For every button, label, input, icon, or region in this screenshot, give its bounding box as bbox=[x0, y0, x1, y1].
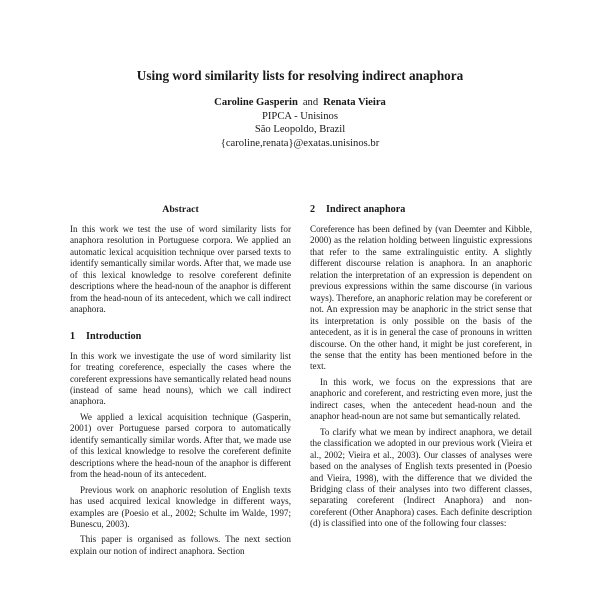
section-1-paragraph: This paper is organised as follows. The next section explain our notion of indirect anaphora. Section bbox=[70, 534, 291, 556]
section-2-paragraph: To clarify what we mean by indirect anaphora, we detail the classification we adopted in our previous work (Vieira et al., 2002; Vieira et al., 2003). Our classes of analyses were based on the analyses of English texts presented in (Poesio and Vieira, 1998), with the difference that we divided the Bridging class of their analyses into two different classes, separating coreferent (Indirect Anaphora) and non-coreferent (Other Anaphora) cases. Each definite description (d) is classified into one of the following four classes: bbox=[310, 426, 532, 529]
abstract-heading: Abstract bbox=[162, 204, 199, 215]
author-names bbox=[0, 96, 600, 110]
left-column bbox=[70, 204, 291, 557]
author-2: Renata Vieira bbox=[323, 97, 386, 108]
section-1-paragraph: We applied a lexical acquisition technique (Gasperin, 2001) over Portuguese parsed corpora to automatically identify semantically similar words. After that, we made use of this lexical knowledge to resolve the coreferent definite descriptions where the head-noun of the anaphor is different from the head-noun of its antecedent. bbox=[70, 411, 291, 480]
right-column bbox=[310, 204, 532, 530]
email: {caroline,renata}@exatas.unisinos.br bbox=[220, 137, 380, 149]
section-2-heading bbox=[310, 204, 532, 216]
author-block bbox=[0, 96, 600, 150]
section-1-number: 1 bbox=[70, 330, 76, 342]
section-2-paragraph: In this work, we focus on the expressions that are anaphoric and coreferent, and restricting even more, just the indirect cases, when the antecedent head-noun and the anaphor head-noun are not same but semantically related. bbox=[310, 376, 532, 422]
author-1: Caroline Gasperin bbox=[214, 97, 298, 108]
section-2-paragraph: Coreference has been defined by (van Deemter and Kibble, 2000) as the relation holding between linguistic expressions that refer to the same extralinguistic entity. A slightly different discourse relation is anaphora. In an anaphoric relation the interpretation of an expression is dependent on previous expressions within the same discourse (in various ways). Therefore, an anaphoric relation may be coreferent or not. An expression may be anaphoric in the strict sense that its interpretation is only possible on the basis of the antecedent, as it is in general the case of pronouns in written discourse. On the other hand, it might be just coreferent, in the sense that the entity has been mentioned before in the text. bbox=[310, 224, 532, 372]
section-1-paragraph: In this work we investigate the use of word similarity list for treating coreference, especially the cases where the coreferent expressions have semantically related head nouns (instead of same head nouns), which we call indirect anaphora. bbox=[70, 350, 291, 407]
section-1-heading bbox=[70, 331, 291, 343]
affiliation: PIPCA - Unisinos bbox=[262, 110, 338, 122]
abstract-text: In this work we test the use of word similarity lists for anaphora resolution in Portuguese corpora. We applied an automatic lexical acquisition technique over parsed texts to identify semantically similar words. After that, we made use of this lexical knowledge to resolve coreferent definite descriptions where the head-noun of the anaphor is different from the head-noun of its antecedent, which we call indirect anaphora. bbox=[70, 224, 291, 315]
section-1-paragraph: Previous work on anaphoric resolution of English texts has used acquired lexical knowledge in different ways, examples are (Poesio et al., 2002; Schulte im Walde, 1997; Bunescu, 2003). bbox=[70, 484, 291, 529]
author-conjunction: and bbox=[302, 97, 319, 108]
section-1-title: Introduction bbox=[86, 330, 142, 342]
location: São Leopoldo, Brazil bbox=[254, 124, 346, 136]
section-2-title: Indirect anaphora bbox=[326, 204, 406, 215]
section-2-number: 2 bbox=[310, 204, 316, 215]
paper-title: Using word similarity lists for resolving indirect anaphora bbox=[136, 68, 464, 83]
